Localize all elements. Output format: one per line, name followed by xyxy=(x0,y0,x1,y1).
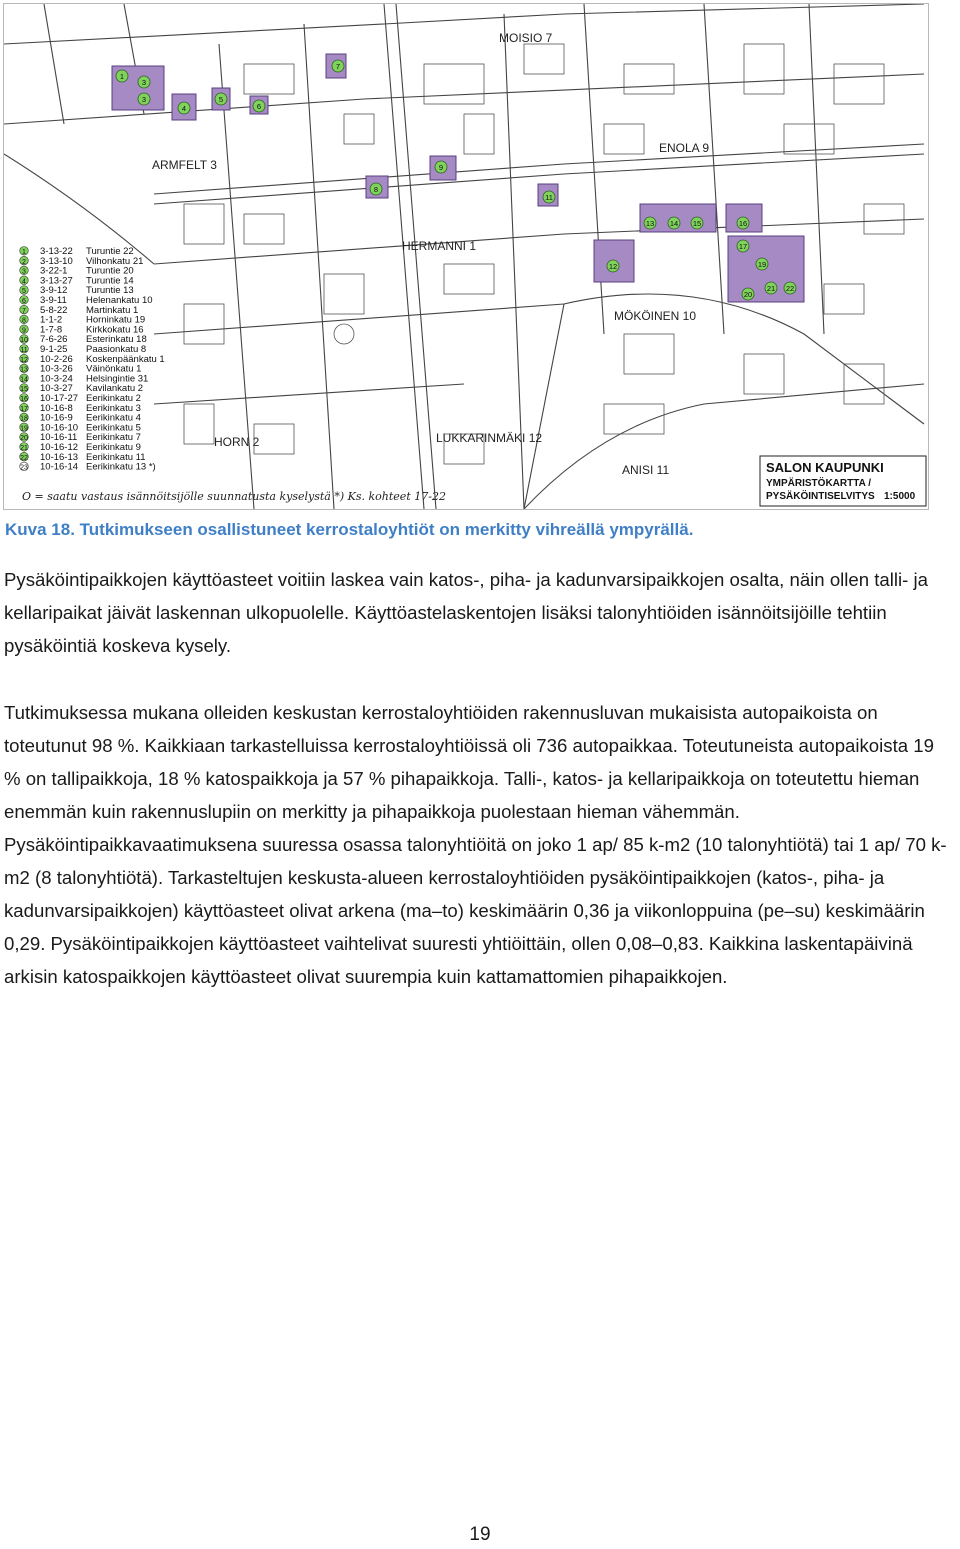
legend-code: 10-16-8 xyxy=(40,402,73,414)
legend-code: 10-16-10 xyxy=(40,422,79,434)
map-title-block xyxy=(760,456,926,506)
legend-address: Helenankatu 10 xyxy=(86,295,153,306)
legend-number: 6 xyxy=(22,298,26,305)
legend-number: 11 xyxy=(20,347,28,354)
district-label: LUKKARINMÄKI 12 xyxy=(436,431,543,445)
paragraph-2: Tutkimuksessa mukana olleiden keskustan kerrostaloyhtiöiden rakennusluvan mukaisista autopaikoista on toteutunut 98 %. Kaikkiaan tarkastelluissa kerrostaloyhtiöissä oli 736 autopaikkaa. Toteutuneista autopaikoista 19 % on tallipaikkoja, 18 % katospaikkoja ja 57 % pihapaikkoja. Talli-, katos- ja kellaripaikkoja on toteutettu hieman enemmän kuin rakennuslupiin on merkitty ja pihapaikkoja puolestaan hieman vähemmän. Pysäköintipaikkavaatimuksena suuressa osassa talonyhtiöitä on joko 1 ap/ 85 k-m2 (10 talonyhtiötä) tai 1 ap/ 70 k-m2 (8 talonyhtiötä). Tarkasteltujen keskusta-alueen kerrostaloyhtiöiden pysäköintipaikkojen (katos-, piha- ja kadunvarsipaikkojen) käyttöasteet olivat arkena (ma–to) keskimäärin 0,36 ja viikonloppuina (pe–su) keskimäärin 0,29. Pysäköintipaikkojen käyttöasteet vaihtelivat suuresti yhtiöittäin, ollen 0,08–0,83. Kaikkina laskentapäivinä arkisin katospaikkojen käyttöasteet olivat suurempia kuin kattamattomien pihapaikkojen. xyxy=(4,702,947,987)
legend-code: 3-13-10 xyxy=(40,255,73,267)
legend-address: Eerikinkatu 5 xyxy=(86,422,141,434)
survey-marker-number: 6 xyxy=(256,102,262,111)
survey-marker-number: 13 xyxy=(645,219,655,228)
legend-address: Väinönkatu 1 xyxy=(86,363,142,375)
legend-code: 3-9-12 xyxy=(40,285,68,297)
legend-address: Eerikinkatu 4 xyxy=(86,412,141,424)
district-label: HORN 2 xyxy=(214,435,260,449)
legend-number: 20 xyxy=(20,435,28,443)
survey-marker-number: 14 xyxy=(669,219,679,228)
legend-address: Eerikinkatu 9 xyxy=(86,442,141,453)
legend-code: 9-1-25 xyxy=(40,344,68,355)
district-label: MÖKÖINEN 10 xyxy=(614,309,697,323)
legend-code: 3-13-22 xyxy=(40,246,73,257)
legend-code: 10-16-13 xyxy=(40,451,79,463)
legend-address: Eerikinkatu 7 xyxy=(86,432,141,444)
survey-marker-number: 16 xyxy=(738,219,748,228)
legend-number: 5 xyxy=(22,288,26,296)
survey-marker-number: 8 xyxy=(373,185,379,194)
legend-code: 3-22-1 xyxy=(40,265,68,277)
legend-number: 10 xyxy=(20,337,28,345)
legend-address: Horninkatu 19 xyxy=(86,314,146,326)
legend-number: 15 xyxy=(20,386,28,394)
survey-marker-number: 15 xyxy=(692,219,702,228)
legend-address: Kirkkokatu 16 xyxy=(86,324,144,336)
legend-address: Eerikinkatu 3 xyxy=(86,402,141,414)
paragraph-1: Pysäköintipaikkojen käyttöasteet voitiin laskea vain katos-, piha- ja kadunvarsipaikkojen osalta, näin ollen talli- ja kellaripaikat jäivät laskennan ulkopuolelle. Käyttöastelaskentojen lisäksi talonyhtiöiden isännöitsijöille tehtiin pysäköintiä koskeva kysely. xyxy=(4,569,928,656)
legend-address: Turuntie 22 xyxy=(86,246,134,257)
legend-address: Vilhonkatu 21 xyxy=(86,255,144,267)
handwritten-note: O = saatu vastaus isännöitsijölle suunnatusta kyselystä *) Ks. kohteet 17-22 xyxy=(22,490,446,503)
legend-number: 9 xyxy=(22,327,26,335)
legend-address: Kavilankatu 2 xyxy=(86,383,144,395)
district-label: HERMANNI 1 xyxy=(402,239,477,253)
legend-address: Turuntie 13 xyxy=(86,285,134,297)
legend-number: 8 xyxy=(22,317,26,325)
legend-number: 19 xyxy=(20,425,28,433)
legend-address: Eerikinkatu 2 xyxy=(86,393,141,404)
legend-code: 10-16-11 xyxy=(40,432,78,444)
legend-number: 2 xyxy=(22,258,26,266)
survey-marker-number: 19 xyxy=(757,260,767,269)
legend-code: 10-17-27 xyxy=(40,393,79,404)
legend-code: 10-3-24 xyxy=(40,373,73,385)
survey-marker-number: 3 xyxy=(141,78,147,87)
survey-marker-number: 7 xyxy=(335,62,341,71)
legend-number: 14 xyxy=(20,376,28,384)
legend-code: 7-6-26 xyxy=(40,334,68,346)
legend-number: 4 xyxy=(22,278,26,286)
legend-number: 21 xyxy=(20,445,28,452)
legend-code: 10-16-9 xyxy=(40,412,73,424)
survey-marker-number: 12 xyxy=(608,262,618,271)
legend-number: 22 xyxy=(20,454,28,462)
legend-number: 13 xyxy=(20,366,28,374)
city-map-figure xyxy=(3,3,929,510)
legend-code: 10-3-26 xyxy=(40,363,73,375)
legend-number: 1 xyxy=(22,249,26,256)
survey-marker-number: 22 xyxy=(785,284,795,293)
map-title-dept: YMPÄRISTÖKARTTA / xyxy=(766,478,871,489)
legend-address: Turuntie 20 xyxy=(86,265,134,277)
survey-marker-number: 4 xyxy=(181,104,187,113)
survey-marker-number: 9 xyxy=(438,163,444,172)
map-title-city: SALON KAUPUNKI xyxy=(766,460,884,475)
district-label: ANISI 11 xyxy=(622,463,670,477)
legend-number: 16 xyxy=(20,396,28,403)
survey-marker-number: 1 xyxy=(119,72,125,81)
legend-address: Koskenpäänkatu 1 xyxy=(86,353,165,365)
legend-address: Helsingintie 31 xyxy=(86,373,149,385)
survey-marker-number: 20 xyxy=(743,290,753,299)
legend-number: 12 xyxy=(20,356,28,364)
legend-address: Eerikinkatu 13 *) xyxy=(86,461,156,473)
legend-address: Turuntie 14 xyxy=(86,275,134,287)
district-label: MOISIO 7 xyxy=(499,31,553,45)
district-label: ARMFELT 3 xyxy=(152,158,217,172)
legend-number: 17 xyxy=(20,405,28,413)
page-number: 19 xyxy=(469,1524,491,1545)
legend-code: 5-8-22 xyxy=(40,304,68,316)
legend-address: Paasionkatu 8 xyxy=(86,344,147,355)
survey-marker-number: 5 xyxy=(218,95,224,104)
district-label: ENOLA 9 xyxy=(659,141,710,155)
legend-code: 10-3-27 xyxy=(40,383,73,395)
legend-code: 10-2-26 xyxy=(40,353,73,365)
legend-number: 3 xyxy=(22,268,26,276)
legend-address: Martinkatu 1 xyxy=(86,304,139,316)
legend-address: Eerikinkatu 11 xyxy=(86,451,146,463)
legend-code: 3-9-11 xyxy=(40,295,67,306)
legend-code: 10-16-12 xyxy=(40,442,79,453)
legend-number: 23 xyxy=(20,464,28,472)
map-legend xyxy=(20,246,165,473)
legend-code: 1-7-8 xyxy=(40,324,63,336)
map-scale: 1:5000 xyxy=(884,491,916,502)
legend-code: 1-1-2 xyxy=(40,314,63,326)
survey-marker-number: 3 xyxy=(141,95,147,104)
figure-caption: Kuva 18. Tutkimukseen osallistuneet kerrostaloyhtiöt on merkitty vihreällä ympyrällä. xyxy=(5,520,694,539)
legend-code: 3-13-27 xyxy=(40,275,73,287)
legend-number: 7 xyxy=(22,307,26,315)
survey-marker-number: 17 xyxy=(738,242,748,251)
legend-number: 18 xyxy=(20,415,28,423)
map-title-subtitle: PYSÄKÖINTISELVITYS xyxy=(766,491,875,502)
highlighted-blocks xyxy=(112,54,804,302)
legend-code: 10-16-14 xyxy=(40,461,79,473)
legend-address: Esterinkatu 18 xyxy=(86,334,147,346)
survey-marker-number: 21 xyxy=(766,284,776,293)
survey-marker-number: 11 xyxy=(545,193,553,202)
